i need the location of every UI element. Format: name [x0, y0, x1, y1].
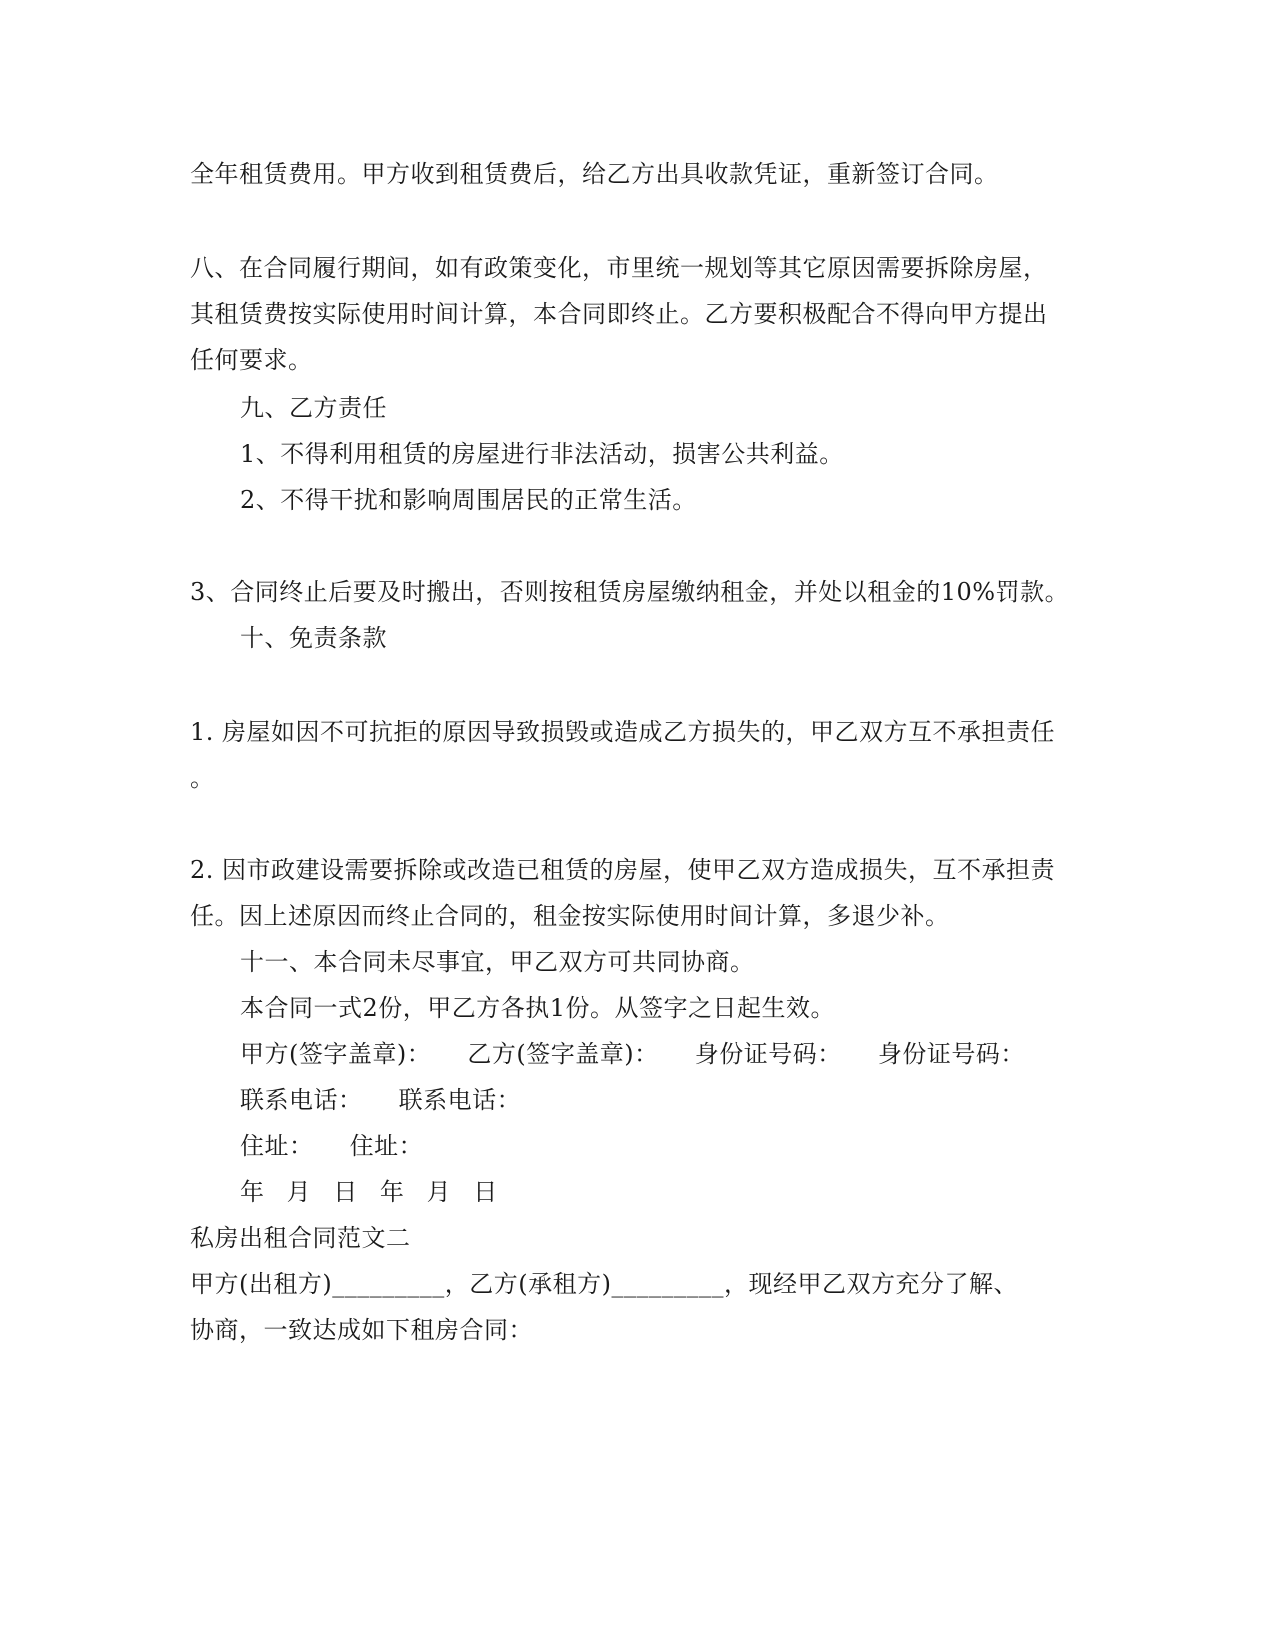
clause-9-item-1: 1、不得利用租赁的房屋进行非法活动，损害公共利益。	[240, 440, 844, 468]
date-year-a: 年	[240, 1178, 265, 1206]
clause-8-line-1: 八、在合同履行期间，如有政策变化，市里统一规划等其它原因需要拆除房屋，	[190, 254, 1048, 282]
party-a-phone-label: 联系电话：	[240, 1086, 363, 1114]
address-row	[240, 1130, 451, 1162]
signature-row	[240, 1038, 1053, 1070]
date-month-a: 月	[286, 1178, 312, 1206]
party-b-id-label: 身份证号码：	[877, 1040, 1025, 1068]
party-b-signature-label: 乙方(签字盖章)：	[467, 1040, 659, 1068]
clause-9-item-3: 3、合同终止后要及时搬出，否则按租赁房屋缴纳租金，并处以租金的10%罚款。	[190, 578, 1070, 606]
clause-8-line-2: 其租赁费按实际使用时间计算，本合同即终止。乙方要积极配合不得向甲方提出	[190, 300, 1048, 328]
party-b-phone-label: 联系电话：	[398, 1086, 522, 1114]
party-b-address-label: 住址：	[349, 1132, 424, 1160]
copies-statement: 本合同一式2份，甲乙方各执1份。从签字之日起生效。	[240, 994, 836, 1022]
clause-10-heading: 十、免责条款	[240, 624, 387, 652]
clause-11-heading: 十一、本合同未尽事宜，甲乙双方可共同协商。	[240, 948, 755, 976]
parties-line-1: 甲方(出租方)_________，乙方(承租方)_________，现经甲乙双方充分了解、	[190, 1270, 1018, 1298]
date-row	[240, 1176, 512, 1208]
clause-10-item-1: 1. 房屋如因不可抗拒的原因导致损毁或造成乙方损失的，甲乙双方互不承担责任	[190, 718, 1056, 746]
parties-line-2: 协商，一致达成如下租房合同：	[190, 1316, 533, 1344]
clause-10-item-2-line-2: 任。因上述原因而终止合同的，租金按实际使用时间计算，多退少补。	[190, 902, 950, 930]
clause-9-item-2: 2、不得干扰和影响周围居民的正常生活。	[240, 486, 697, 514]
party-a-id-label: 身份证号码：	[694, 1040, 842, 1068]
date-year-b: 年	[379, 1178, 405, 1206]
contact-row	[240, 1084, 549, 1116]
party-a-signature-label: 甲方(签字盖章)：	[240, 1040, 432, 1068]
party-a-address-label: 住址：	[240, 1132, 314, 1160]
paragraph-line: 全年租赁费用。甲方收到租赁费后，给乙方出具收款凭证，重新签订合同。	[190, 160, 999, 188]
clause-8-line-3: 任何要求。	[190, 346, 313, 374]
clause-9-heading: 九、乙方责任	[240, 394, 387, 422]
section-title: 私房出租合同范文二	[190, 1224, 411, 1252]
clause-10-item-1-continued: 。	[190, 764, 215, 792]
date-day-a: 日	[333, 1178, 358, 1206]
clause-10-item-2-line-1: 2. 因市政建设需要拆除或改造已租赁的房屋，使甲乙双方造成损失，互不承担责	[190, 856, 1056, 884]
date-month-b: 月	[426, 1178, 452, 1206]
date-day-b: 日	[473, 1178, 498, 1206]
